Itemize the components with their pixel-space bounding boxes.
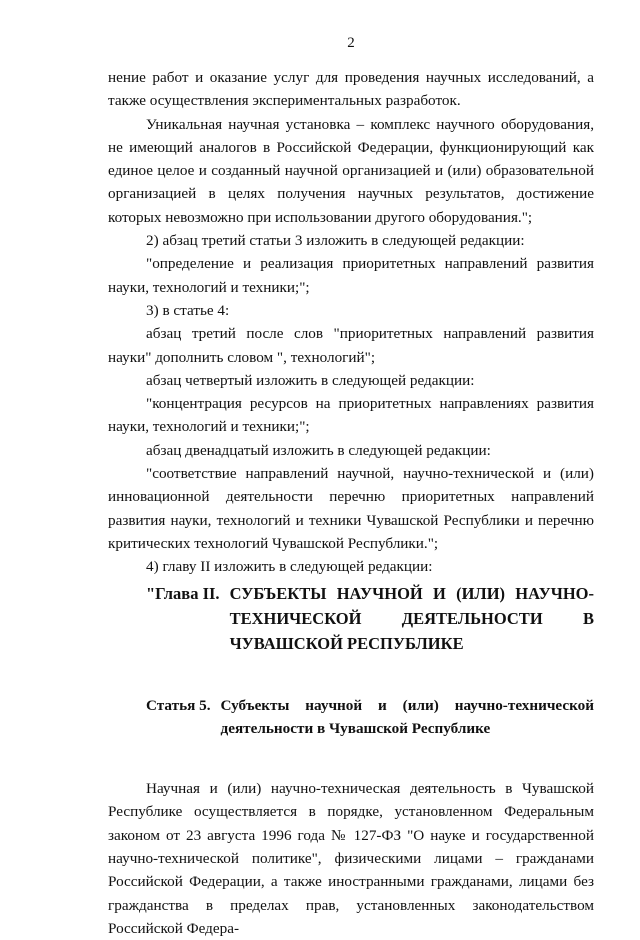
chapter-label: "Глава II. (146, 583, 220, 603)
paragraph: абзац третий после слов "приоритетных направлений развития науки" дополнить словом ", технологий"; (108, 325, 594, 366)
article-label: Статья 5. (146, 696, 211, 714)
paragraph: абзац двенадцатый изложить в следующей редакции: (146, 441, 491, 459)
article-title: Субъекты научной и (или) научно-технической деятельности в Чувашской Республике (220, 696, 594, 737)
list-item: 2) абзац третий статьи 3 изложить в следующей редакции: (146, 232, 525, 250)
quoted-paragraph: "определение и реализация приоритетных направлений развития науки, технологий и техники;"; (108, 255, 594, 296)
spacer (108, 740, 594, 777)
paragraph: нение работ и оказание услуг для проведения научных исследований, а также осуществления экспериментальных разработок. (108, 69, 594, 110)
paragraph: абзац четвертый изложить в следующей редакции: (146, 371, 475, 389)
page-number: 2 (347, 35, 355, 51)
quoted-paragraph: "соответствие направлений научной, научно-технической и (или) инновационной деятельности перечню приоритетных направлений развития науки, технологий и техники Чувашской Республики и перечню критических технологий Чувашской Республики."; (108, 465, 594, 552)
chapter-heading (146, 581, 594, 656)
list-item: 3) в статье 4: (146, 301, 230, 319)
paragraph: Уникальная научная установка – комплекс научного оборудования, не имеющий аналогов в Российской Федерации, функционирующий как единое целое и созданный научной организацией и (или) образовательной организацией в целях получения научных результатов, достижение которых невозможно при использовании другого оборудования."; (108, 115, 594, 226)
article-heading (146, 694, 594, 741)
quoted-paragraph: "концентрация ресурсов на приоритетных направлениях развития науки, технологий и техники;"; (108, 395, 594, 436)
paragraph: Научная и (или) научно-техническая деятельность в Чувашской Республике осуществляется в порядке, установленном Федеральным законом от 23 августа 1996 года № 127-ФЗ "О науке и государственной научно-технической политике", физическими лицами – гражданами Российской Федерации, а также иностранными гражданами, лицами без гражданства в пределах прав, установленных законодательством Российской Федера- (108, 780, 594, 937)
chapter-title: СУБЪЕКТЫ НАУЧНОЙ И (ИЛИ) НАУЧНО-ТЕХНИЧЕСКОЙ ДЕЯТЕЛЬНОСТИ В ЧУВАШСКОЙ РЕСПУБЛИКЕ (229, 583, 594, 653)
list-item: 4) главу II изложить в следующей редакции: (146, 558, 433, 576)
